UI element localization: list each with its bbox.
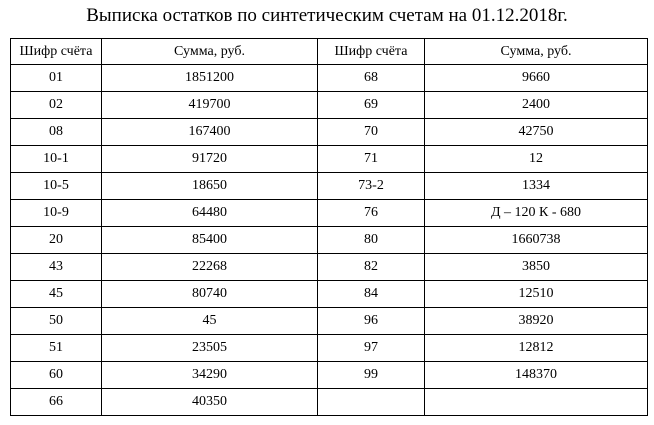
sum-cell: 148370 bbox=[425, 362, 648, 389]
sum-cell: 64480 bbox=[102, 200, 318, 227]
account-code-cell: 10-1 bbox=[11, 146, 102, 173]
sum-cell: 3850 bbox=[425, 254, 648, 281]
account-code-cell: 69 bbox=[318, 92, 425, 119]
header-sum-left: Сумма, руб. bbox=[102, 39, 318, 65]
document-title: Выписка остатков по синтетическим счетам на 01.12.2018г. bbox=[86, 5, 568, 26]
table-row bbox=[11, 362, 648, 389]
sum-cell bbox=[425, 389, 648, 416]
table-row bbox=[11, 281, 648, 308]
account-code-cell: 66 bbox=[11, 389, 102, 416]
sum-cell: 45 bbox=[102, 308, 318, 335]
account-code-cell: 96 bbox=[318, 308, 425, 335]
header-sum-right: Сумма, руб. bbox=[425, 39, 648, 65]
account-code-cell: 20 bbox=[11, 227, 102, 254]
table-row bbox=[11, 335, 648, 362]
sum-cell: 9660 bbox=[425, 65, 648, 92]
sum-cell: 1660738 bbox=[425, 227, 648, 254]
account-code-cell: 08 bbox=[11, 119, 102, 146]
table-row bbox=[11, 308, 648, 335]
table-row bbox=[11, 200, 648, 227]
sum-cell: Д – 120 К - 680 bbox=[425, 200, 648, 227]
sum-cell: 1851200 bbox=[102, 65, 318, 92]
account-code-cell: 73-2 bbox=[318, 173, 425, 200]
account-code-cell: 82 bbox=[318, 254, 425, 281]
sum-cell: 40350 bbox=[102, 389, 318, 416]
sum-cell: 12812 bbox=[425, 335, 648, 362]
header-row bbox=[11, 39, 648, 65]
account-code-cell bbox=[318, 389, 425, 416]
account-code-cell: 02 bbox=[11, 92, 102, 119]
sum-cell: 38920 bbox=[425, 308, 648, 335]
sum-cell: 18650 bbox=[102, 173, 318, 200]
sum-cell: 80740 bbox=[102, 281, 318, 308]
sum-cell: 419700 bbox=[102, 92, 318, 119]
account-code-cell: 99 bbox=[318, 362, 425, 389]
table-row bbox=[11, 119, 648, 146]
account-code-cell: 80 bbox=[318, 227, 425, 254]
account-code-cell: 43 bbox=[11, 254, 102, 281]
account-code-cell: 10-9 bbox=[11, 200, 102, 227]
sum-cell: 23505 bbox=[102, 335, 318, 362]
sum-cell: 2400 bbox=[425, 92, 648, 119]
sum-cell: 1334 bbox=[425, 173, 648, 200]
table-row bbox=[11, 146, 648, 173]
account-code-cell: 01 bbox=[11, 65, 102, 92]
account-code-cell: 97 bbox=[318, 335, 425, 362]
balances-table bbox=[10, 38, 648, 416]
header-account-code-left: Шифр счёта bbox=[11, 39, 102, 65]
table-row bbox=[11, 173, 648, 200]
table-row bbox=[11, 92, 648, 119]
account-code-cell: 70 bbox=[318, 119, 425, 146]
account-code-cell: 71 bbox=[318, 146, 425, 173]
account-code-cell: 51 bbox=[11, 335, 102, 362]
sum-cell: 42750 bbox=[425, 119, 648, 146]
account-code-cell: 76 bbox=[318, 200, 425, 227]
account-code-cell: 60 bbox=[11, 362, 102, 389]
account-code-cell: 68 bbox=[318, 65, 425, 92]
account-code-cell: 50 bbox=[11, 308, 102, 335]
account-code-cell: 84 bbox=[318, 281, 425, 308]
table-row bbox=[11, 254, 648, 281]
sum-cell: 12510 bbox=[425, 281, 648, 308]
sum-cell: 91720 bbox=[102, 146, 318, 173]
table-row bbox=[11, 65, 648, 92]
sum-cell: 85400 bbox=[102, 227, 318, 254]
sum-cell: 22268 bbox=[102, 254, 318, 281]
account-code-cell: 10-5 bbox=[11, 173, 102, 200]
sum-cell: 34290 bbox=[102, 362, 318, 389]
sum-cell: 167400 bbox=[102, 119, 318, 146]
table-row bbox=[11, 227, 648, 254]
sum-cell: 12 bbox=[425, 146, 648, 173]
header-account-code-right: Шифр счёта bbox=[318, 39, 425, 65]
account-code-cell: 45 bbox=[11, 281, 102, 308]
table-row bbox=[11, 389, 648, 416]
